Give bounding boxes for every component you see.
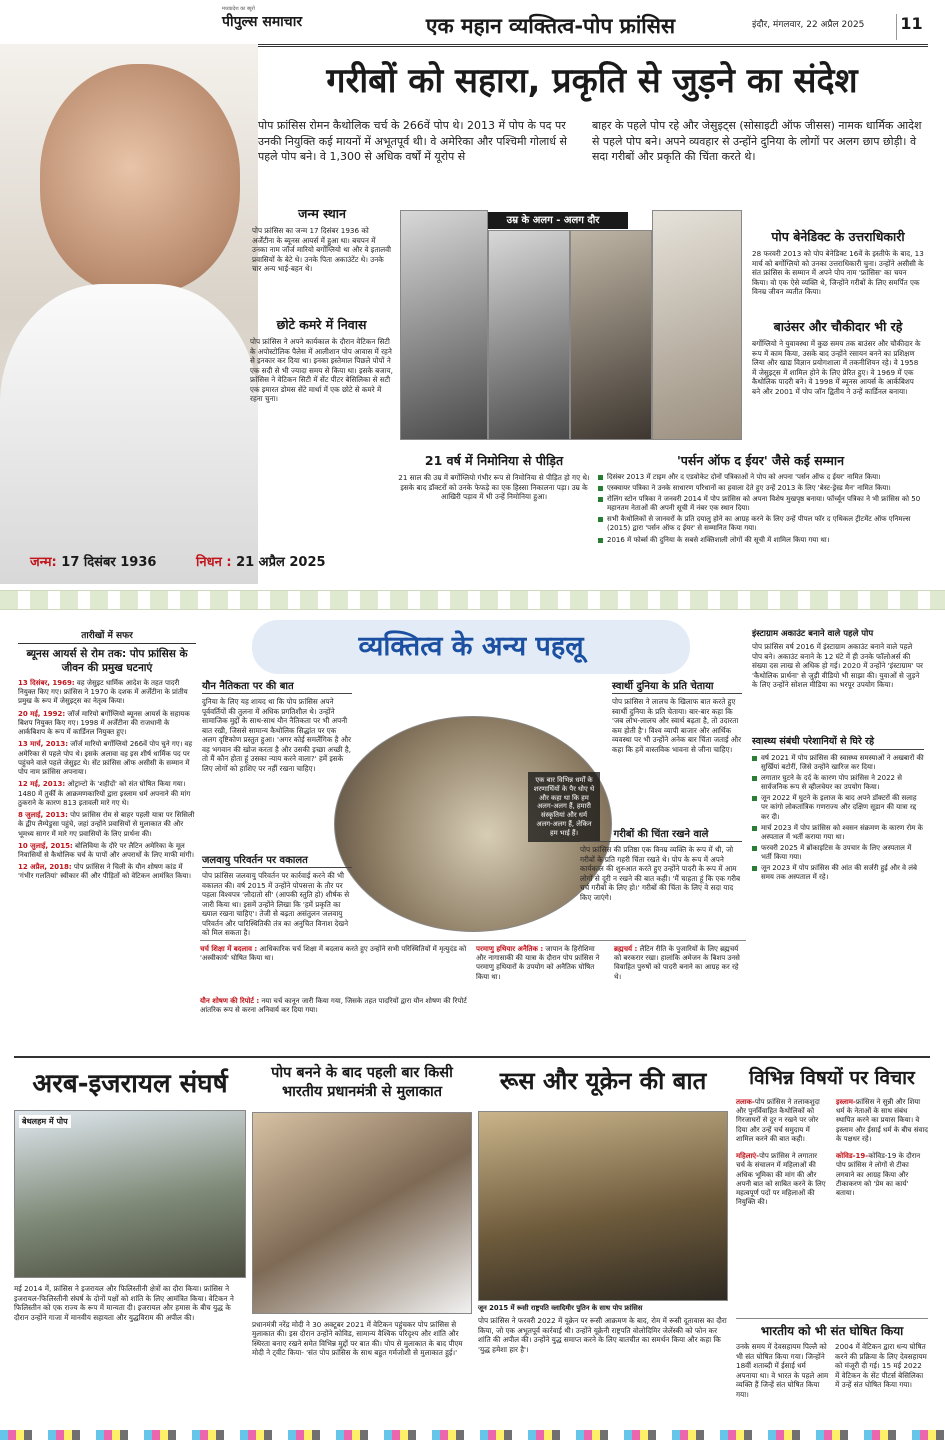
note-label: परमाणु हथियार अनैतिक : [476, 945, 544, 953]
timeline-text: बोलिविया के दौरे पर लैटिन अमेरिका के मूल निवासियों से कैथोलिक चर्च के पापों और अपराधों के लिए माफी मांगी। [18, 841, 195, 859]
note-text: नया चर्च कानून जारी किया गया, जिसके तहत पादरियों द्वारा यौन शोषण की रिपोर्ट आंतरिक रूप से करना अनिवार्य कर दिया गया। [200, 997, 467, 1015]
note-block [476, 945, 606, 982]
poor-section [580, 826, 742, 902]
views-item [736, 1152, 828, 1207]
portrait-face [40, 64, 240, 294]
honors-item: 2016 में फोर्ब्स की दुनिया के सबसे शक्तिशाली लोगों की सूची में शामिल किया गया था। [598, 536, 923, 545]
ages-label [478, 212, 628, 229]
born-date [30, 552, 156, 570]
note-label: चर्च शिक्षा में बदलाव : [200, 945, 258, 953]
timeline-text: जॉर्ज मारियो बर्गोग्लियो 266वें पोप चुने गए। वह अमेरिका से पहले पोप थे। इसके अलावा वह इस शीर्ष धार्मिक पद पर पहुंचने वाले पहले जेसुइट थे। सेंट फ्रांसिस ऑफ असीसी के सम्मान में पोप नाम फ्रांसिस अपनाया। [18, 740, 193, 777]
masthead [0, 0, 945, 48]
views-label: महिलाएं- [736, 1152, 760, 1161]
honors-section [598, 452, 923, 547]
selfish-body: पोप फ्रांसिस ने लालच के खिलाफ बात करते हुए स्वार्थी दुनिया के प्रति चेताया। बार-बार कहा कि 'जब लोभ-लालच और स्वार्थ बढ़ता है, तो उदारता कम होती है'। विश्व व्यापी बाजार और आर्थिक व्यवस्था पर भी उन्होंने अनेक बार चिंता जताई और कहा कि हमें वास्तविक भावना से जीना चाहिए। [612, 697, 742, 754]
timeline-text: पोप फ्रांसिस ने चिली के यौन शोषण कांड में 'गंभीर गलतियां' स्वीकार कीं और पीड़ितों को वेटिकन आमंत्रित किया। [18, 863, 192, 881]
note-text: लैटिन रीति के पुजारियों के लिए ब्रह्मचर्य को बरकरार रखा। हालांकि अमेजन के बिशप उनसे विवाहित पुरुषों को पादरी बनाने का आग्रह कर रहे थे। [614, 945, 740, 981]
portrait-robe [0, 284, 258, 584]
honors-item: दिसंबर 2013 में टाइम और द एडवोकेट दोनों पत्रिकाओं ने पोप को अपना 'पर्सन ऑफ द ईयर' नामित किया। [598, 473, 923, 482]
room-section [250, 316, 393, 404]
timeline-date: 13 मार्च, 2013: [18, 740, 69, 749]
note-block [200, 997, 468, 1015]
photo-priest [488, 230, 570, 440]
bottom-rule [14, 1056, 930, 1058]
successor-section [752, 228, 924, 297]
health-item: लगातार घुटने के दर्द के कारण पोप फ्रांसिस ने 2022 से सार्वजनिक रूप से व्हीलचेयर का उपयोग किया। [752, 774, 924, 792]
death-value: 21 अप्रैल 2025 [236, 555, 326, 570]
instagram-section [752, 628, 924, 690]
timeline-text: ओट्रान्टो के 'शहीदों' को संत घोषित किया गया। 1480 में तुर्की के आक्रमणकारियों द्वारा इस्लाम धर्म अपनाने की मांग ठुकराने के कारण 813 इतावली मारे गए थे। [18, 780, 191, 807]
views-label: तलाक- [736, 1098, 755, 1106]
views-text: पोप फ्रांसिस ने तलाकशुदा और पुनर्विवाहित कैथोलिकों को गिरजाघरों से दूर न रखने पर जोर दिया और उन्हें चर्च समुदाय में शामिल करने की बात कही। [736, 1098, 820, 1143]
views-col-right [836, 1098, 928, 1198]
bouncer-body: बर्गोग्लियो ने युवावस्था में कुछ समय तक बाउंसर और चौकीदार के रूप में काम किया, उसके बाद उन्होंने रसायन बनने का प्रशिक्षण लिया और खाद्य विज्ञान प्रयोगशाला में तकनीशियन रहे। वे 1958 में जेसुइट्स में शामिल होने के लिए प्रेरित हुए। वे 1969 में एक कैथोलिक पादरी बने। वे 1998 में ब्यूनस आयर्स के आर्कबिशप बने और 2001 में पोप जॉन द्वितीय ने उन्हें कार्डिनल बनाया। [752, 339, 921, 396]
health-item: जून 2023 में पोप फ्रांसिस की आंत की सर्जरी हुई और वे लंबे समय तक अस्पताल में रहे। [752, 864, 924, 882]
health-list [752, 754, 924, 882]
floral-divider [0, 590, 945, 610]
honors-title: 'पर्सन ऑफ द ईयर' जैसे कई सम्मान [676, 453, 845, 468]
russia-caption: जून 2015 में रूसी राष्ट्रपति व्लादिमीर पुतिन के साथ पोप फ्रांसिस [478, 1304, 643, 1312]
born-value: 17 दिसंबर 1936 [61, 555, 157, 570]
room-title: छोटे कमरे में निवास [276, 317, 367, 332]
health-section [752, 734, 924, 884]
health-item: फरवरी 2025 में ब्रोंकाइटिस के उपचार के लिए अस्पताल में भर्ती किया गया। [752, 844, 924, 862]
birth-section [252, 205, 392, 274]
successor-title: पोप बेनेडिक्ट के उत्तराधिकारी [771, 229, 905, 244]
climate-title: जलवायु परिवर्तन पर वकालत [202, 852, 352, 868]
note-text: जापान के हिरोशिमा और नागासाकी की यात्रा के दौरान पोप फ्रांसिस ने परमाणु हथियारों के उपयोग को अनैतिक घोषित किया था। [476, 945, 600, 981]
pope-portrait [0, 44, 258, 584]
timeline-date: 20 मई, 1992: [18, 709, 66, 718]
sexual-title: यौन नैतिकता पर की बात [202, 678, 352, 694]
successor-body: 28 फरवरी 2013 को पोप बेनेडिक्ट 16वें के इस्तीफे के बाद, 13 मार्च को बर्गोग्लियो को उनका उत्तराधिकारी चुना। उन्होंने असीसी के संत फ्रांसिस के सम्मान में अपने पोप नाम 'फ्रांसिस' का चयन किया। वो एक ऐसे व्यक्ति थे, जिन्होंने गरीबों के लिए समर्पित एक विनम्र जीवन व्यतीत किया। [752, 249, 924, 296]
modi-section [252, 1064, 472, 1358]
india-title: भारतीय को भी संत घोषित किया [760, 1324, 904, 1338]
birth-body: पोप फ्रांसिस का जन्म 17 दिसंबर 1936 को अर्जेंटीना के ब्यूनस आयर्स में हुआ था। बचपन में उनका नाम जॉर्ज मारियो बर्गोग्लियो था और वे इतालवी प्रवासियों के बेटे थे। उनके पिता अकाउंटेंट थे। उनके चार अन्य भाई-बहन थे। [252, 226, 392, 273]
health-title: स्वास्थ्य संबंधी परेशानियों से घिरे रहे [752, 734, 924, 750]
selfish-section [612, 678, 742, 754]
russia-title: रूस और यूक्रेन की बात [499, 1067, 707, 1095]
brand-name: पीपुल्स समाचार [222, 14, 303, 30]
note-label: यौन शोषण की रिपोर्ट : [200, 997, 260, 1005]
pneumonia-section [398, 452, 590, 502]
bethlehem-label: बेथलहम में पोप [19, 1115, 71, 1128]
birth-title: जन्म स्थान [298, 206, 346, 221]
instagram-title: इंस्टाग्राम अकाउंट बनाने वाले पहले पोप [752, 629, 874, 639]
other-aspects-banner [252, 620, 690, 674]
views-text: फ्रांसिस ने सुन्नी और शिया धर्म के नेताओं के साथ संबंध स्थापित करने का प्रयास किया। वे इस्लाम और ईसाई धर्म के बीच संवाद के पक्षधर रहे। [836, 1098, 928, 1143]
timeline-date: 12 अप्रैल, 2018: [18, 863, 72, 872]
timeline-entry [18, 780, 196, 808]
bouncer-section [752, 318, 924, 396]
timeline-entry [18, 740, 196, 777]
timeline-date: 8 जुलाई, 2013: [18, 811, 68, 820]
bethlehem-photo [14, 1110, 246, 1278]
banner-title: एक महान व्यक्तित्व-पोप फ्रांसिस [425, 14, 676, 38]
honors-item: एस्क्वायर पत्रिका ने उनके साधारण परिधानों का हवाला देते हुए उन्हें 2013 के लिए 'बेस्ट-ड्रेस्ड मैन' नामित किया। [598, 484, 923, 493]
modi-body: प्रधानमंत्री नरेंद्र मोदी ने 30 अक्टूबर 2021 में वेटिकन पहुंचकर पोप फ्रांसिस से मुलाकात की। इस दौरान उन्होंने कोविड, सामान्य वैश्विक परिदृश्य और शांति और स्थिरता बनाए रखने समेत विभिन्न मुद्दों पर बात की। पोप से मुलाकात के बाद पीएम मोदी ने ट्वीट किया- 'संत पोप फ्रांसिस के साथ बहुत गर्मजोशी से मुलाकात हुई।' [252, 1319, 463, 1358]
timeline-date: 10 जुलाई, 2015: [18, 841, 73, 850]
timeline-title: ब्यूनस आयर्स से रोम तक: पोप फ्रांसिस के जीवन की प्रमुख घटनाएं [26, 648, 188, 674]
note-text: आधिकारिक चर्च शिक्षा में बदलाव करते हुए उन्होंने सभी परिस्थितियों में मृत्युदंड को 'अस्वीकार्य' घोषित किया था। [200, 945, 467, 963]
notes-row [200, 940, 746, 1048]
timeline-text: जॉर्ज मारियो बर्गोग्लियो ब्यूनस आयर्स के सहायक बिशप नियुक्त किए गए। 1998 में अर्जेंटीना की राजधानी के आर्कबिशप के रूप में कार्डिनल नियुक्त हुए। [18, 709, 190, 737]
health-item: जून 2022 में घुटने के इलाज के बाद अपने डॉक्टरों की सलाह पर कांगो लोकतांत्रिक गणराज्य और दक्षिण सूडान की यात्रा रद्द कर दी। [752, 794, 924, 821]
born-label: जन्म: [30, 555, 57, 570]
modi-title: पोप बनने के बाद पहली बार किसी भारतीय प्रधानमंत्री से मुलाकात [271, 1065, 453, 1100]
sexual-section [202, 678, 352, 773]
page-number: 11 [896, 14, 926, 40]
timeline-tag: तारीखों में सफर [18, 628, 196, 644]
ages-label-text: उम्र के अलग - अलग दौर [506, 215, 600, 226]
photo-pope [652, 210, 742, 440]
views-item [836, 1152, 928, 1198]
note-block [200, 945, 468, 963]
honors-item: रोलिंग स्टोन पत्रिका ने जनवरी 2014 में पोप फ्रांसिस को अपना विशेष मुखपृष्ठ बनाया। फॉर्च्यून पत्रिका ने भी फ्रांसिस को 50 महानतम नेताओं की अपनी सूची में नंबर एक स्थान दिया। [598, 495, 923, 513]
timeline-entry [18, 842, 196, 860]
timeline-date: 12 मई, 2013: [18, 780, 66, 789]
views-item [836, 1098, 928, 1144]
dateline: इंदौर, मंगलवार, 22 अप्रैल 2025 [752, 20, 865, 30]
arab-section [14, 1064, 246, 1322]
india-body-left: उनके समय में देवसहायम पिल्लै को भी संत घोषित किया गया। जिन्होंने 18वीं शताब्दी में ईसाई धर्म अपनाया था। वे भारत के पहले आम व्यक्ति हैं जिन्हें संत घोषित किया गया। [736, 1342, 829, 1399]
note-block [614, 945, 746, 982]
instagram-body: पोप फ्रांसिस वर्ष 2016 में इंस्टाग्राम अकाउंट बनाने वाले पहले पोप बने। अकाउंट बनाने के 12 घंटे में ही उनके फॉलोअर्स की संख्या दस लाख से अधिक हो गई। 2020 में उन्होंने 'इंस्टाग्राम' पर 'कैथोलिक प्रार्थना' से जुड़ी वीडियो भी साझा की। युवाओं से जुड़ने के लिए उन्होंने सोशल मीडिया का भरपूर उपयोग किया। [752, 642, 923, 689]
views-label: इस्लाम- [836, 1098, 856, 1106]
russia-body: पोप फ्रांसिस ने फरवरी 2022 में यूक्रेन पर रूसी आक्रमण के बाद, रोम में रूसी दूतावास का दौरा किया, जो एक अभूतपूर्व कार्रवाई थी। उन्होंने यूक्रेनी राष्ट्रपति वोलोदिमिर जेलेंस्की को फोन कर शांति की अपील की। उन्होंने युद्ध समाप्त करने के लिए बातचीत का समर्थन किया और कहा कि 'युद्ध हमेशा हार है'। [478, 1316, 727, 1354]
views-item [736, 1098, 828, 1144]
russia-photo [478, 1111, 728, 1301]
death-label: निधन : [196, 555, 232, 570]
selfish-title: स्वार्थी दुनिया के प्रति चेताया [612, 678, 742, 694]
bouncer-title: बाउंसर और चौकीदार भी रहे [773, 319, 903, 334]
sexual-body: दुनिया के लिए यह शायद था कि पोप फ्रांसिस अपने पूर्ववर्तियों की तुलना में अधिक प्रगतिशील थे। उन्होंने सामाजिक मुद्दों के साथ-साथ यौन नैतिकता पर भी अपनी बात रखी, जिससे सामान्य कैथोलिक सिद्धांत पर एक अलग दृष्टिकोण प्रस्तुत हुआ। 'अगर कोई समलैंगिक है और वह भगवान की खोज करता है और उसकी इच्छा अच्छी है, तो मैं कौन होता हूं उसका न्याय करने वाला?' हमें इसके लिए लोगों को हाशिए पर नहीं रखना चाहिए। [202, 697, 352, 773]
views-text: कोविड-19 के दौरान पोप फ्रांसिस ने लोगों से टीका लगवाने का आग्रह किया और टीकाकरण को 'प्रेम का कार्य' बताया। [836, 1152, 921, 1198]
views-col-left [736, 1098, 828, 1208]
color-bar [0, 1430, 945, 1440]
poor-body: पोप फ्रांसिस की प्रतिष्ठा एक विनम्र व्यक्ति के रूप में थी, जो गरीबों के प्रति गहरी चिंता रखते थे। पोप के रूप में अपने कार्यकाल की शुरुआत करते हुए उन्होंने पादरी के रूप में आम लोगों से दूरी न रखने की बात कही। 'मैं चाहता हूं कि एक गरीब चर्च गरीबों के लिए हो।' गरीबों की चिंता के लिए वे सदा याद किए जाएंगे। [580, 845, 741, 902]
brand-top: मध्यप्रदेश का ब्यूरो [222, 6, 255, 12]
timeline-entry [18, 679, 196, 707]
russia-section [478, 1064, 728, 1354]
climate-section [202, 852, 352, 938]
views-title: विभिन्न विषयों पर विचार [749, 1067, 915, 1089]
photo-bishop [570, 230, 652, 440]
timeline-column [18, 628, 196, 885]
views-section [736, 1064, 928, 1207]
note-label: ब्रह्मचर्य : [614, 945, 638, 953]
timeline-entry [18, 863, 196, 881]
timeline-text: वह जेसुइट धार्मिक आदेश के तहत पादरी नियुक्त किए गए। फ्रांसिस ने 1970 के दशक में अर्जेंटीना के प्रांतीय प्रमुख के रूप में जेसुइट्स का नेतृत्व किया। [18, 679, 188, 706]
views-label: कोविड-19- [836, 1152, 869, 1161]
arab-title: अरब-इजरायल संघर्ष [32, 1069, 228, 1099]
intro-left: पोप फ्रांसिस रोमन कैथोलिक चर्च के 266वें पोप थे। 2013 में पोप के पद पर उनकी नियुक्ति कई मायनों में अभूतपूर्व थी। वे अमेरिका और पश्चिमी गोलार्ध से पहले पोप बने। वे 1,300 से अधिक वर्षों में यूरोप से [258, 119, 567, 164]
death-date [196, 552, 326, 570]
honors-item: सभी कैथोलिकों से जानवरों के प्रति दयालु होने का आग्रह करने के लिए उन्हें पीपल फॉर द एथिकल ट्रीटमेंट ऑफ एनिमल्स (2015) द्वारा 'पर्सन ऑफ द ईयर' से सम्मानित किया गया। [598, 515, 923, 533]
views-text: पोप फ्रांसिस ने लगातार चर्च के संचालन में महिलाओं की अधिक भूमिका की मांग की और अपनी बात को साबित करने के लिए महत्वपूर्ण पदों पर महिलाओं की नियुक्ति की। [736, 1152, 826, 1207]
main-headline: गरीबों को सहारा, प्रकृति से जुड़ने का संदेश [326, 61, 858, 101]
health-item: वर्ष 2021 में पोप फ्रांसिस की स्वास्थ्य समस्याओं ने अखबारों की सुर्खियां बटोरीं, जिसे उन्होंने खारिज कर दिया। [752, 754, 924, 772]
arab-body: मई 2014 में, फ्रांसिस ने इजरायल और फिलिस्तीनी क्षेत्रों का दौरा किया। फ्रांसिस ने इजरायल-फिलिस्तीनी संघर्ष के दोनों पक्षों को शांति के लिए आमंत्रित किया। वेटिकन ने फिलिस्तीन को एक राज्य के रूप में मान्यता दी। इजरायल और हमास के बीच युद्ध के दौरान उन्होंने गाजा में मानवीय सहायता और युद्धविराम की अपील की। [14, 1284, 234, 1322]
intro-right: बाहर के पहले पोप रहे और जेसुइट्स (सोसाइटी ऑफ जीसस) नामक धार्मिक आदेश से पहले पोप बने। अपने व्यवहार से उन्होंने दुनिया के लोगों पर अलग छाप छोड़ी। वे सदा गरीबों और प्रकृति की चिंता करते थे। [592, 119, 922, 164]
masthead-rule [222, 44, 928, 47]
poor-title: गरीबों की चिंता रखने वाले [580, 826, 742, 842]
photo-young [400, 210, 488, 440]
room-body: पोप फ्रांसिस ने अपने कार्यकाल के दौरान वेटिकन सिटी के अपोस्टोलिक पैलेस में आलीशान पोप आवास में रहने से इनकार कर दिया था। इनका इस्तेमाल पिछले पोपों ने एक सदी से भी ज्यादा समय से किया था। इसके बजाय, फ्रांसिस ने वेटिकन सिटी में सेंट पीटर बेसिलिका से सटी एक इमारत डोमस सेंटे मार्था में एक छोटे से कमरे में रहना चुना। [250, 337, 393, 403]
timeline-date: 13 दिसंबर, 1969: [18, 679, 75, 687]
india-body [736, 1342, 928, 1399]
health-item: मार्च 2023 में पोप फ्रांसिस को श्वसन संक्रमण के कारण रोम के अस्पताल में भर्ती कराया गया था। [752, 824, 924, 842]
timeline-text: पोप फ्रांसिस रोम से बाहर पहली यात्रा पर सिसिली के द्वीप लैम्पेडुसा पहुंचे, जहां उन्होंने प्रवासियों से मुलाकात की और भूमध्य सागर में मारे गए प्रवासियों के लिए प्रार्थना की। [18, 811, 195, 838]
timeline-entry [18, 811, 196, 839]
india-body-right: 2004 में वेटिकन द्वारा धन्य घोषित करने की प्रक्रिया के लिए देवसहायम को मंजूरी दी गई। 15 मई 2022 में वेटिकन के सेंट पीटर्स बेसिलिका में उन्हें संत घोषित किया गया। [835, 1342, 927, 1389]
honors-list [598, 473, 923, 545]
brand-block [222, 6, 362, 42]
timeline-entry [18, 710, 196, 738]
climate-body: पोप फ्रांसिस जलवायु परिवर्तन पर कार्रवाई करने की भी वकालत की। वर्ष 2015 में उन्होंने पोपसत्ता के तौर पर पहला विश्वपत्र 'लौदातो सी' (आपकी स्तुति हो) शीर्षक से जारी किया था। इसमें उन्होंने लिखा कि 'हमें प्रकृति का ख्याल रखना चाहिए'। तेजी से बढ़ता असंतुलन जलवायु परिवर्तन और पारिस्थितिकी तंत्र का अनुचित विनाश देखने को मिल सकता है। [202, 871, 350, 937]
modi-photo [252, 1112, 472, 1314]
photo-caption: एक बार विभिन्न धर्मों के शरणार्थियों के पैर धोए थे और कहा था कि हम अलग-अलग हैं, हमारी संस्कृतियां और धर्म अलग-अलग हैं, लेकिन हम भाई हैं। [528, 772, 600, 842]
other-aspects-title: व्यक्तित्व के अन्य पहलू [358, 631, 584, 662]
pneumonia-body: 21 साल की उम्र में बर्गोग्लियो गंभीर रूप से निमोनिया से पीड़ित हो गए थे। इसके बाद डॉक्टरों को उनके फेफड़े का एक हिस्सा निकालना पड़ा। उम्र के आखिरी पड़ाव में भी उन्हें निमोनिया हुआ। [398, 473, 590, 501]
india-section [736, 1318, 928, 1399]
pneumonia-title: 21 वर्ष में निमोनिया से पीड़ित [424, 453, 564, 468]
